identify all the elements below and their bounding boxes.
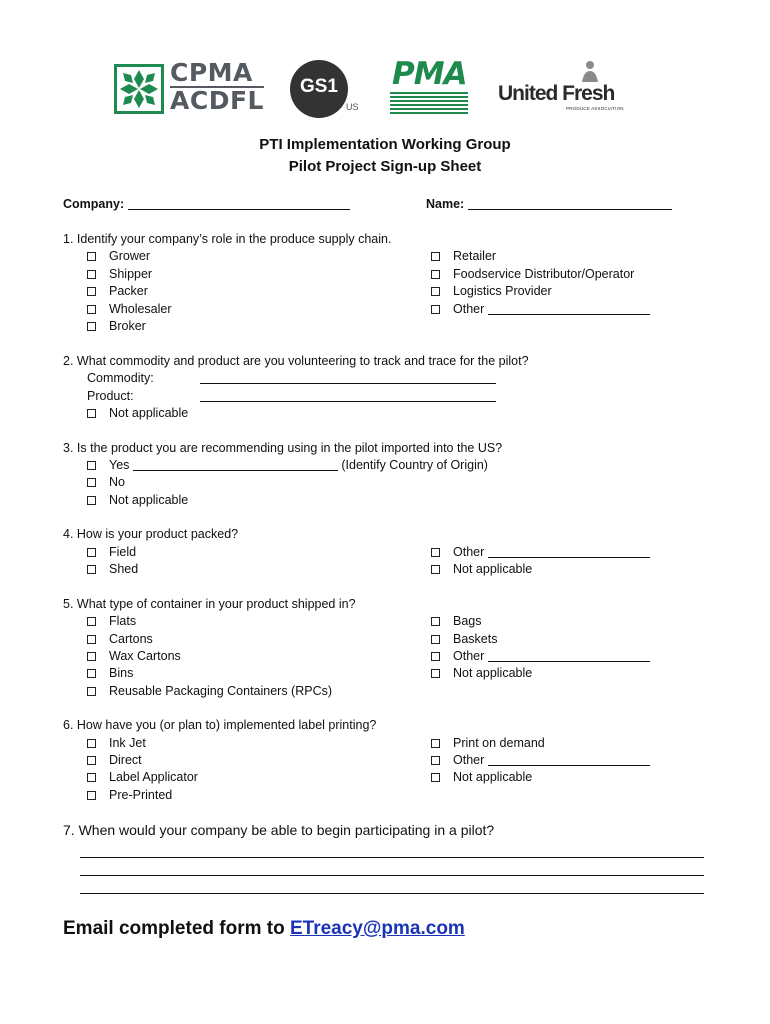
checkbox-icon[interactable] [431,756,440,765]
checkbox-icon[interactable] [431,739,440,748]
checkbox-item[interactable]: Other [431,648,650,664]
pma-logo [388,58,472,120]
checkbox-icon[interactable] [431,548,440,557]
acdfl-logo-text: ACDFL [170,86,264,115]
other-input-line[interactable] [488,545,650,558]
united-fresh-logo [498,58,622,120]
question-2: 2. What commodity and product are you volunteering to track and trace for the pilot? [63,354,529,368]
united-fresh-figure-icon [578,60,602,84]
answer-line[interactable] [80,875,704,876]
commodity-input-line[interactable] [200,383,496,384]
checkbox-icon[interactable] [431,773,440,782]
checkbox-item[interactable]: Flats [87,613,136,629]
cpma-logo [112,58,264,120]
checkbox-item[interactable]: Not applicable [431,769,532,785]
checkbox-icon[interactable] [87,565,96,574]
name-label: Name: [426,197,465,211]
checkbox-item[interactable]: Other [431,301,650,317]
product-label: Product: [87,389,134,403]
answer-line[interactable] [80,893,704,894]
checkbox-item[interactable]: Yes (Identify Country of Origin) [87,457,488,473]
checkbox-item[interactable]: Grower [87,248,150,264]
cpma-leaf-icon [114,64,164,114]
checkbox-icon[interactable] [87,739,96,748]
checkbox-item[interactable]: Bags [431,613,482,629]
checkbox-item[interactable]: No [87,474,125,490]
checkbox-icon[interactable] [87,287,96,296]
checkbox-icon[interactable] [87,548,96,557]
checkbox-item[interactable]: Wax Cartons [87,648,181,664]
checkbox-icon[interactable] [431,652,440,661]
united-fresh-logo-text: United Fresh [498,82,615,105]
checkbox-item[interactable]: Direct [87,752,142,768]
checkbox-icon[interactable] [431,305,440,314]
question-1: 1. Identify your company’s role in the produce supply chain. [63,232,392,246]
email-instruction [63,918,465,940]
checkbox-item[interactable]: Retailer [431,248,496,264]
pma-stripes-icon [390,92,468,116]
checkbox-icon[interactable] [87,669,96,678]
checkbox-icon[interactable] [87,461,96,470]
other-input-line[interactable] [488,649,650,662]
checkbox-item[interactable]: Packer [87,283,148,299]
question-5: 5. What type of container in your product shipped in? [63,597,356,611]
company-field [63,196,350,212]
logo-row [112,58,622,122]
checkbox-item[interactable]: Bins [87,665,133,681]
name-input-line[interactable] [468,197,672,210]
checkbox-item[interactable]: Shed [87,561,138,577]
company-label: Company: [63,197,125,211]
checkbox-icon[interactable] [87,322,96,331]
checkbox-item[interactable]: Other [431,752,650,768]
checkbox-item[interactable]: Pre-Printed [87,787,172,803]
country-input-line[interactable] [133,458,338,471]
checkbox-item[interactable]: Print on demand [431,735,545,751]
checkbox-item[interactable]: Label Applicator [87,769,198,785]
question-3: 3. Is the product you are recommending using in the pilot imported into the US? [63,441,503,455]
pma-logo-text: PMA [392,56,467,92]
checkbox-item[interactable]: Ink Jet [87,735,146,751]
checkbox-icon[interactable] [87,687,96,696]
united-fresh-logo-sub: PRODUCE ASSOCIATION [566,106,624,111]
checkbox-item[interactable]: Other [431,544,650,560]
question-4: 4. How is your product packed? [63,527,239,541]
checkbox-item[interactable]: Wholesaler [87,301,172,317]
checkbox-icon[interactable] [87,478,96,487]
answer-line[interactable] [80,857,704,858]
checkbox-icon[interactable] [431,565,440,574]
checkbox-icon[interactable] [431,270,440,279]
checkbox-item[interactable]: Baskets [431,631,497,647]
checkbox-icon[interactable] [431,617,440,626]
checkbox-icon[interactable] [87,652,96,661]
checkbox-item[interactable]: Foodservice Distributor/Operator [431,266,634,282]
checkbox-icon[interactable] [87,773,96,782]
gs1-logo-text: GS1 [299,76,339,97]
question-6: 6. How have you (or plan to) implemented label printing? [63,718,377,732]
question-7: 7. When would your company be able to begin participating in a pilot? [63,822,495,838]
cpma-logo-text: CPMA [170,58,253,87]
checkbox-icon[interactable] [87,252,96,261]
checkbox-icon[interactable] [431,287,440,296]
gs1-logo-sub: US [346,102,359,112]
checkbox-item[interactable]: Not applicable [87,405,188,421]
checkbox-icon[interactable] [87,409,96,418]
checkbox-item[interactable]: Cartons [87,631,153,647]
email-prefix: Email completed form to [63,918,290,939]
checkbox-item[interactable]: Not applicable [431,561,532,577]
checkbox-icon[interactable] [87,635,96,644]
checkbox-icon[interactable] [87,270,96,279]
checkbox-icon[interactable] [87,305,96,314]
page-title: PTI Implementation Working Group [259,136,511,153]
gs1-logo [288,58,368,120]
checkbox-icon[interactable] [87,756,96,765]
checkbox-icon[interactable] [431,635,440,644]
checkbox-icon[interactable] [431,669,440,678]
checkbox-item[interactable]: Shipper [87,266,152,282]
checkbox-icon[interactable] [431,252,440,261]
name-field [426,196,672,212]
product-input-line[interactable] [200,401,496,402]
other-input-line[interactable] [488,753,650,766]
page-subtitle: Pilot Project Sign-up Sheet [288,158,482,175]
checkbox-icon[interactable] [87,617,96,626]
checkbox-item[interactable]: Not applicable [87,492,188,508]
checkbox-icon[interactable] [87,791,96,800]
commodity-label: Commodity: [87,371,154,385]
checkbox-item[interactable]: Broker [87,318,146,334]
email-link[interactable]: ETreacy@pma.com [289,918,465,939]
other-input-line[interactable] [488,302,650,315]
checkbox-item[interactable]: Logistics Provider [431,283,552,299]
checkbox-item[interactable]: Not applicable [431,665,532,681]
checkbox-icon[interactable] [87,496,96,505]
company-input-line[interactable] [128,197,350,210]
checkbox-item[interactable]: Field [87,544,136,560]
checkbox-item[interactable]: Reusable Packaging Containers (RPCs) [87,683,332,699]
